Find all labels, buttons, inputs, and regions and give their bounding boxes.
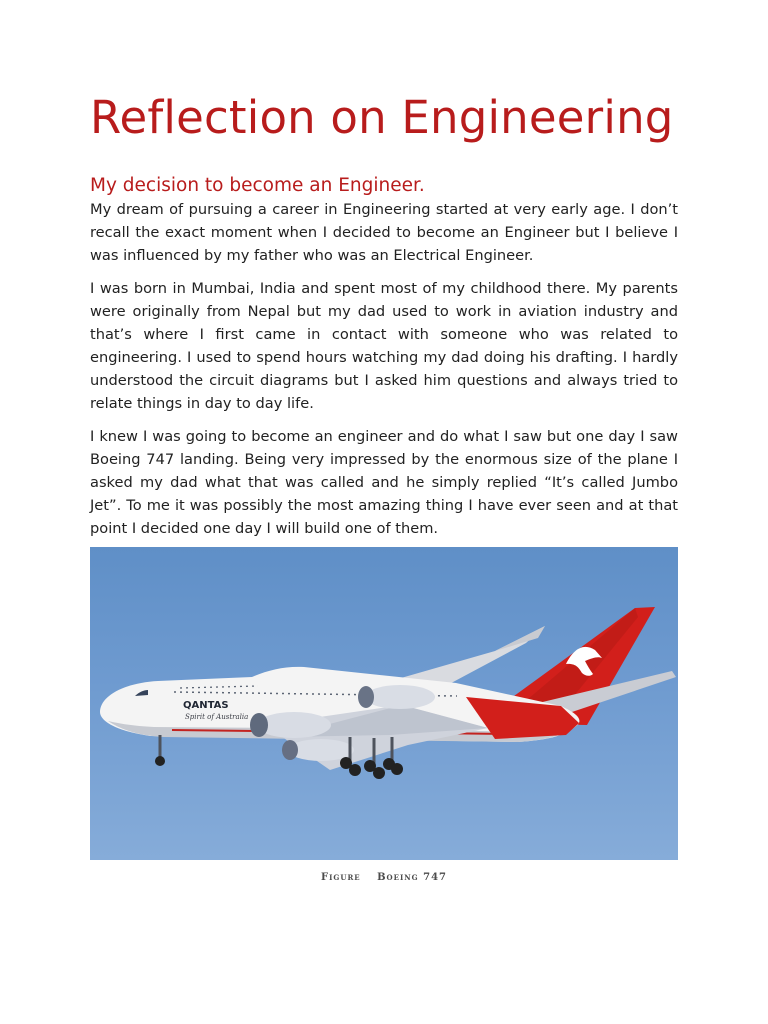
paragraph-1: My dream of pursuing a career in Engineering started at very early age. I don’t recall the exact moment when I decided to become an Engineer but I believe I was influenced by my father who was an Electrical Engineer. [90, 201, 678, 264]
airplane-illustration [90, 547, 678, 860]
paragraph-2: I was born in Mumbai, India and spent most of my childhood there. My parents were originally from Nepal but my dad used to work in aviation industry and that’s where I first came in contact with someone who was related to engineering. I used to spend hours watching my dad doing his drafting. I hardly understood the circuit diagrams but I asked him questions and always tried to relate things in day to day life. [90, 280, 678, 412]
nose-gear-wheel [155, 756, 165, 766]
far-wing-edge [495, 626, 545, 651]
body-text [90, 198, 678, 550]
caption-label: Figure [321, 872, 361, 883]
caption-text: Boeing 747 [377, 872, 447, 883]
section-heading: My decision to become an Engineer. [90, 175, 425, 196]
engine-3-intake [282, 740, 298, 760]
engine-2 [257, 712, 331, 738]
paragraph-3: I knew I was going to become an engineer and do what I saw but one day I saw Boeing 747 landing. Being very impressed by the enormous size of the plane I asked my dad what that was called and he simply replied “It’s called Jumbo Jet”. To me it was possibly the most amazing thing I have ever seen and at that point I decided one day I will build one of them. [90, 428, 678, 537]
engine-2-intake [250, 713, 268, 737]
engine-1 [365, 685, 435, 709]
document-title: Reflection on Engineering [90, 91, 674, 144]
figure-caption [90, 872, 678, 883]
boeing-747-figure [90, 547, 678, 860]
engine-1-intake [358, 686, 374, 708]
aircraft-name-text: Spirit of Australia [185, 713, 249, 721]
airline-logo-text: QANTAS [183, 700, 229, 711]
